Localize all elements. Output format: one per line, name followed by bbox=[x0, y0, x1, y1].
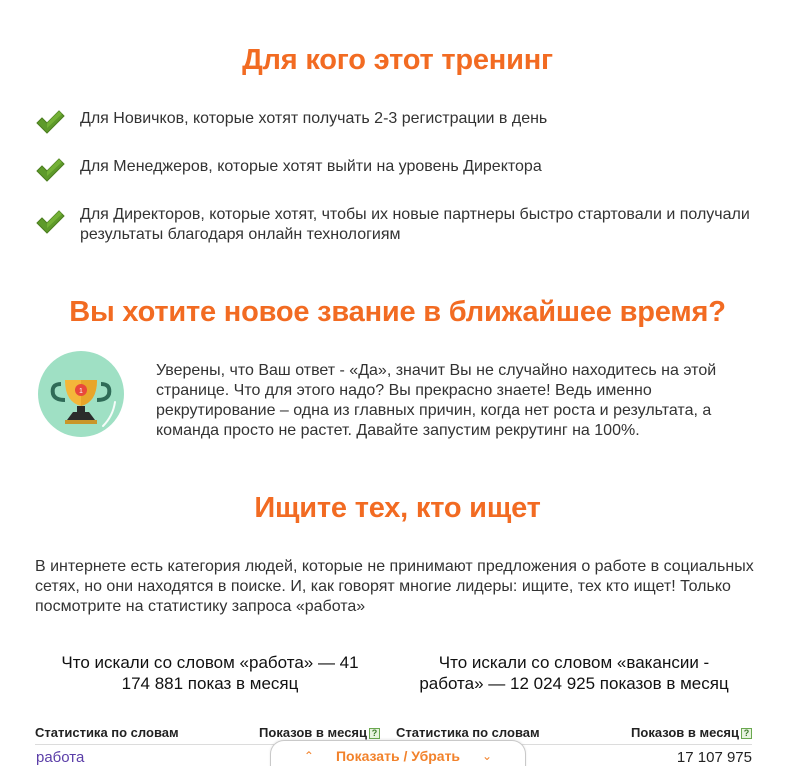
audience-item bbox=[35, 205, 755, 245]
toggle-label: Показать / Убрать bbox=[335, 747, 461, 764]
col-keyword-header: Статистика по словам bbox=[35, 725, 179, 740]
section-title-seekers: Ищите тех, кто ищет bbox=[254, 492, 541, 524]
check-icon bbox=[35, 209, 65, 235]
col-count-header: Показов в месяц ? bbox=[259, 725, 380, 744]
show-hide-toggle[interactable] bbox=[270, 740, 526, 766]
audience-item-text: Для Директоров, которые хотят, чтобы их новые партнеры быстро стартовали и получали результаты благодаря онлайн технологиям bbox=[80, 206, 750, 243]
col-count-header: Показов в месяц ? bbox=[631, 725, 752, 744]
audience-item bbox=[35, 109, 755, 135]
chevron-up-icon: ⌃ bbox=[303, 748, 314, 763]
svg-text:1: 1 bbox=[79, 388, 83, 395]
section-title-rank: Вы хотите новое звание в ближайшее время? bbox=[69, 296, 726, 328]
check-icon bbox=[35, 157, 65, 183]
audience-item bbox=[35, 157, 755, 183]
chevron-down-icon: ⌄ bbox=[482, 748, 493, 763]
count-value: 17 107 975 bbox=[676, 749, 752, 766]
col-keyword-header: Статистика по словам bbox=[396, 725, 540, 740]
audience-item-text: Для Новичков, которые хотят получать 2-3 регистрации в день bbox=[80, 110, 548, 127]
audience-item-text: Для Менеджеров, которые хотят выйти на уровень Директора bbox=[80, 158, 542, 175]
stat-heading-vakansii: Что искали со словом «вакансии - работа» — 12 024 925 показов в месяц bbox=[419, 653, 729, 693]
rank-paragraph: Уверены, что Ваш ответ - «Да», значит Вы не случайно находитесь на этой странице. Что для этого надо? Вы прекрасно знаете! Ведь именно рекрутирование – одна из главных причин, когда нет роста и результата, а команда просто не растет. Давайте запустим рекрутинг на 100%. bbox=[156, 362, 717, 439]
help-icon[interactable]: ? bbox=[369, 728, 380, 739]
check-icon bbox=[35, 109, 65, 135]
section-title-audience: Для кого этот тренинг bbox=[242, 44, 553, 76]
keyword-link-rabota[interactable]: работа bbox=[36, 749, 85, 766]
help-icon[interactable]: ? bbox=[741, 728, 752, 739]
stat-heading-rabota: Что искали со словом «работа» — 41 174 881 показ в месяц bbox=[61, 653, 359, 693]
trophy-icon bbox=[37, 350, 125, 438]
seekers-paragraph: В интернете есть категория людей, которые не принимают предложения о работе в социальных сетях, но они находятся в поиске. И, как говорят многие лидеры: ищите, тех кто ищет! Только посмотрите на статистику запроса «работа» bbox=[35, 558, 754, 615]
